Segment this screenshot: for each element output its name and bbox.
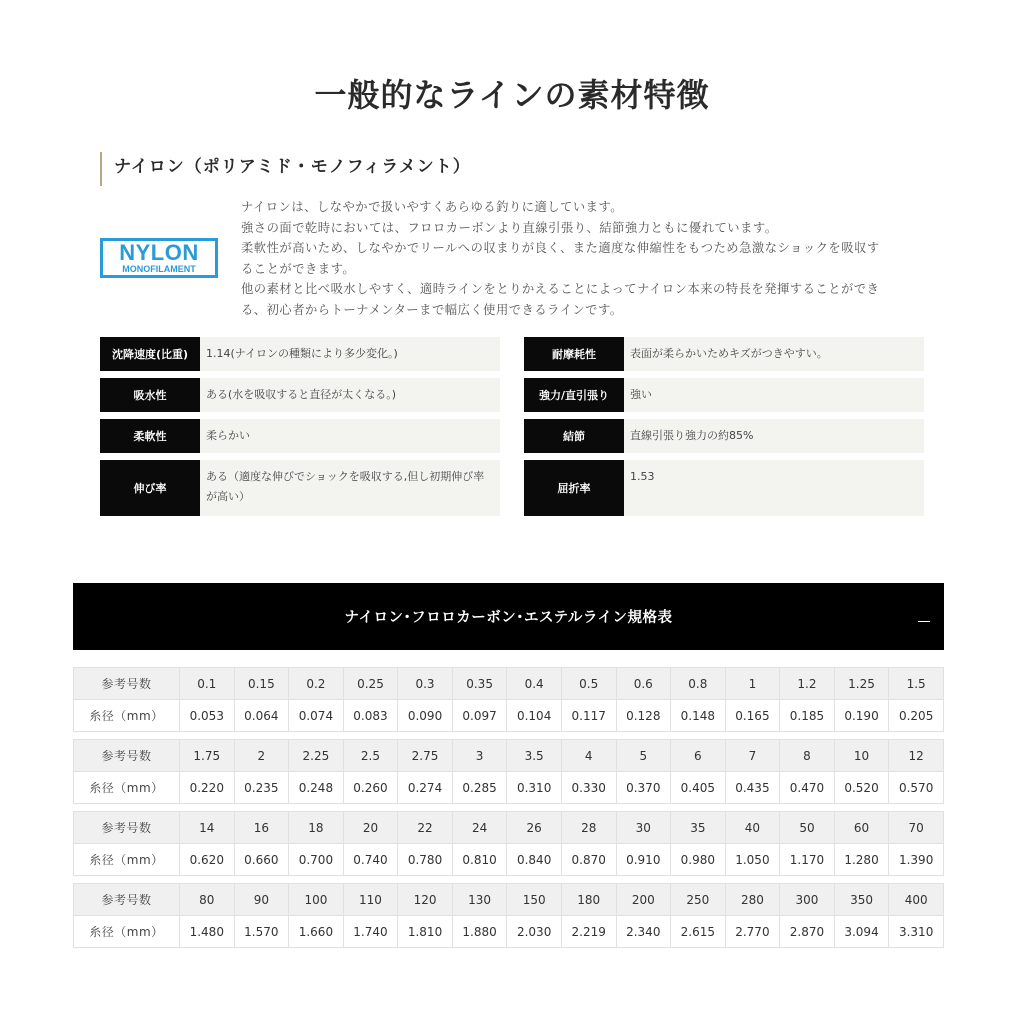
line-number-cell: 80 [180, 884, 235, 916]
diameter-cell: 0.910 [616, 844, 671, 876]
diameter-row [74, 916, 944, 948]
diameter-cell: 0.285 [452, 772, 507, 804]
diameter-cell: 2.219 [561, 916, 616, 948]
property-value: 強い [630, 388, 652, 401]
diameter-cell: 1.280 [834, 844, 889, 876]
line-number-cell: 70 [889, 812, 944, 844]
line-number-cell: 250 [671, 884, 726, 916]
property-value: 1.14(ナイロンの種類により多少変化。) [206, 347, 398, 360]
diameter-cell: 1.050 [725, 844, 780, 876]
diameter-cell: 0.064 [234, 700, 289, 732]
line-number-cell: 0.15 [234, 668, 289, 700]
diameter-cell: 0.470 [780, 772, 835, 804]
diameter-cell: 0.074 [289, 700, 344, 732]
diameter-cell: 0.274 [398, 772, 453, 804]
diameter-cell: 0.740 [343, 844, 398, 876]
diameter-cell: 0.620 [180, 844, 235, 876]
line-number-cell: 90 [234, 884, 289, 916]
line-number-cell: 40 [725, 812, 780, 844]
diameter-cell: 0.310 [507, 772, 562, 804]
diameter-cell: 0.370 [616, 772, 671, 804]
line-number-cell: 30 [616, 812, 671, 844]
line-number-cell: 2.25 [289, 740, 344, 772]
diameter-cell: 0.980 [671, 844, 726, 876]
diameter-cell: 0.205 [889, 700, 944, 732]
diameter-row [74, 772, 944, 804]
description-line: ナイロンは、しなやかで扱いやすくあらゆる釣りに適しています。 [241, 200, 624, 214]
line-number-cell: 0.6 [616, 668, 671, 700]
line-number-cell: 35 [671, 812, 726, 844]
line-number-row-label: 参考号数 [74, 740, 180, 772]
property-value: 1.53 [630, 470, 655, 483]
property-row [524, 337, 924, 371]
line-number-cell: 5 [616, 740, 671, 772]
diameter-row-label: 糸径（mm） [74, 772, 180, 804]
spec-table-block [73, 811, 944, 876]
line-number-cell: 1.25 [834, 668, 889, 700]
properties-table-right [524, 337, 924, 523]
line-number-cell: 28 [561, 812, 616, 844]
line-number-cell: 180 [561, 884, 616, 916]
property-row [524, 419, 924, 453]
line-number-cell: 7 [725, 740, 780, 772]
diameter-cell: 1.170 [780, 844, 835, 876]
collapse-icon[interactable] [917, 610, 930, 623]
property-key: 吸水性 [100, 378, 200, 412]
line-number-cell: 22 [398, 812, 453, 844]
line-number-cell: 0.3 [398, 668, 453, 700]
diameter-row-label: 糸径（mm） [74, 916, 180, 948]
diameter-cell: 0.520 [834, 772, 889, 804]
line-number-cell: 0.5 [561, 668, 616, 700]
diameter-cell: 1.810 [398, 916, 453, 948]
diameter-row [74, 700, 944, 732]
diameter-cell: 1.390 [889, 844, 944, 876]
diameter-cell: 1.740 [343, 916, 398, 948]
diameter-cell: 0.117 [561, 700, 616, 732]
line-number-cell: 50 [780, 812, 835, 844]
diameter-cell: 0.128 [616, 700, 671, 732]
property-key: 柔軟性 [100, 419, 200, 453]
line-number-cell: 12 [889, 740, 944, 772]
line-number-cell: 120 [398, 884, 453, 916]
diameter-cell: 0.840 [507, 844, 562, 876]
description-line: 強さの面で乾時においては、フロロカーボンより直線引張り、結節強力ともに優れています。 [241, 220, 778, 235]
properties-table-left [100, 337, 500, 523]
line-number-cell: 14 [180, 812, 235, 844]
line-number-cell: 6 [671, 740, 726, 772]
line-number-cell: 8 [780, 740, 835, 772]
diameter-cell: 0.235 [234, 772, 289, 804]
line-number-cell: 280 [725, 884, 780, 916]
diameter-cell: 0.220 [180, 772, 235, 804]
diameter-cell: 3.094 [834, 916, 889, 948]
diameter-row [74, 844, 944, 876]
diameter-cell: 0.660 [234, 844, 289, 876]
diameter-cell: 0.405 [671, 772, 726, 804]
line-number-cell: 20 [343, 812, 398, 844]
diameter-cell: 0.248 [289, 772, 344, 804]
line-number-cell: 0.1 [180, 668, 235, 700]
line-number-row [74, 668, 944, 700]
spec-table-block [73, 883, 944, 948]
line-number-cell: 350 [834, 884, 889, 916]
description-line: 柔軟性が高いため、しなやかでリールへの収まりが良く、また適度な伸縮性をもつため急激なショックを吸収す [241, 241, 880, 256]
diameter-cell: 0.185 [780, 700, 835, 732]
page-title: 一般的なラインの素材特徴 [314, 76, 710, 114]
diameter-row-label: 糸径（mm） [74, 700, 180, 732]
diameter-cell: 0.104 [507, 700, 562, 732]
line-number-cell: 300 [780, 884, 835, 916]
description-line: ることができます。 [241, 261, 356, 276]
spec-table-accordion-header[interactable] [73, 583, 944, 650]
diameter-cell: 0.435 [725, 772, 780, 804]
line-number-row [74, 740, 944, 772]
diameter-cell: 0.148 [671, 700, 726, 732]
line-number-row [74, 812, 944, 844]
line-number-cell: 26 [507, 812, 562, 844]
description-line: る、初心者からトーナメンターまで幅広く使用できるラインです。 [241, 302, 623, 317]
spec-table-block [73, 739, 944, 804]
diameter-cell: 0.870 [561, 844, 616, 876]
line-number-cell: 24 [452, 812, 507, 844]
line-number-row-label: 参考号数 [74, 884, 180, 916]
diameter-cell: 3.310 [889, 916, 944, 948]
property-key: 結節 [524, 419, 624, 453]
line-number-cell: 1 [725, 668, 780, 700]
line-number-row-label: 参考号数 [74, 668, 180, 700]
diameter-cell: 0.053 [180, 700, 235, 732]
line-number-cell: 1.75 [180, 740, 235, 772]
line-number-cell: 150 [507, 884, 562, 916]
diameter-cell: 0.570 [889, 772, 944, 804]
diameter-cell: 0.260 [343, 772, 398, 804]
diameter-cell: 0.083 [343, 700, 398, 732]
line-number-cell: 3.5 [507, 740, 562, 772]
line-number-cell: 16 [234, 812, 289, 844]
line-number-cell: 2 [234, 740, 289, 772]
property-row [100, 460, 500, 516]
property-key: 耐摩耗性 [524, 337, 624, 371]
property-key: 屈折率 [524, 460, 624, 516]
line-number-cell: 200 [616, 884, 671, 916]
diameter-cell: 0.780 [398, 844, 453, 876]
diameter-cell: 2.615 [671, 916, 726, 948]
property-value: 柔らかい [206, 429, 250, 442]
line-number-row-label: 参考号数 [74, 812, 180, 844]
diameter-cell: 0.330 [561, 772, 616, 804]
diameter-cell: 2.030 [507, 916, 562, 948]
line-number-cell: 0.2 [289, 668, 344, 700]
diameter-cell: 2.870 [780, 916, 835, 948]
diameter-cell: 1.880 [452, 916, 507, 948]
spec-table-block [73, 667, 944, 732]
property-key: 強力/直引張り [524, 378, 624, 412]
diameter-cell: 2.340 [616, 916, 671, 948]
diameter-cell: 0.090 [398, 700, 453, 732]
diameter-cell: 1.660 [289, 916, 344, 948]
logo-sub-text: MONOFILAMENT [122, 264, 196, 274]
line-number-cell: 18 [289, 812, 344, 844]
line-number-cell: 0.8 [671, 668, 726, 700]
property-value: ある（適度な伸びでショックを吸収する,但し初期伸び率が高い） [206, 470, 485, 503]
property-row [100, 378, 500, 412]
property-row [524, 378, 924, 412]
line-number-cell: 0.25 [343, 668, 398, 700]
diameter-cell: 0.810 [452, 844, 507, 876]
property-key: 伸び率 [100, 460, 200, 516]
line-number-cell: 2.75 [398, 740, 453, 772]
diameter-cell: 2.770 [725, 916, 780, 948]
line-number-cell: 100 [289, 884, 344, 916]
description-line: 他の素材と比べ吸水しやすく、適時ラインをとりかえることによってナイロン本来の特長を発揮することができ [241, 282, 880, 297]
line-number-row [74, 884, 944, 916]
property-value: ある(水を吸収すると直径が太くなる。) [206, 388, 397, 401]
line-number-cell: 0.35 [452, 668, 507, 700]
line-number-cell: 110 [343, 884, 398, 916]
logo-main-text: NYLON [119, 240, 199, 265]
line-number-cell: 10 [834, 740, 889, 772]
line-number-cell: 3 [452, 740, 507, 772]
property-value: 表面が柔らかいためキズがつきやすい。 [630, 347, 828, 360]
line-number-cell: 1.5 [889, 668, 944, 700]
diameter-cell: 1.570 [234, 916, 289, 948]
line-number-cell: 400 [889, 884, 944, 916]
property-row [100, 419, 500, 453]
line-number-cell: 1.2 [780, 668, 835, 700]
diameter-cell: 0.165 [725, 700, 780, 732]
property-row [100, 337, 500, 371]
line-number-cell: 2.5 [343, 740, 398, 772]
property-row [524, 460, 924, 516]
section-heading: ナイロン（ポリアミド・モノフィラメント） [100, 152, 471, 186]
line-number-cell: 60 [834, 812, 889, 844]
property-key: 沈降速度(比重) [100, 337, 200, 371]
line-number-cell: 4 [561, 740, 616, 772]
property-value: 直線引張り強力の約85% [630, 429, 754, 442]
line-number-cell: 130 [452, 884, 507, 916]
diameter-cell: 1.480 [180, 916, 235, 948]
diameter-cell: 0.190 [834, 700, 889, 732]
nylon-monofilament-logo [100, 238, 218, 278]
diameter-row-label: 糸径（mm） [74, 844, 180, 876]
diameter-cell: 0.700 [289, 844, 344, 876]
line-number-cell: 0.4 [507, 668, 562, 700]
spec-table-title: ナイロン･フロロカーボン･エステルライン規格表 [344, 610, 673, 626]
diameter-cell: 0.097 [452, 700, 507, 732]
material-description [241, 197, 931, 321]
